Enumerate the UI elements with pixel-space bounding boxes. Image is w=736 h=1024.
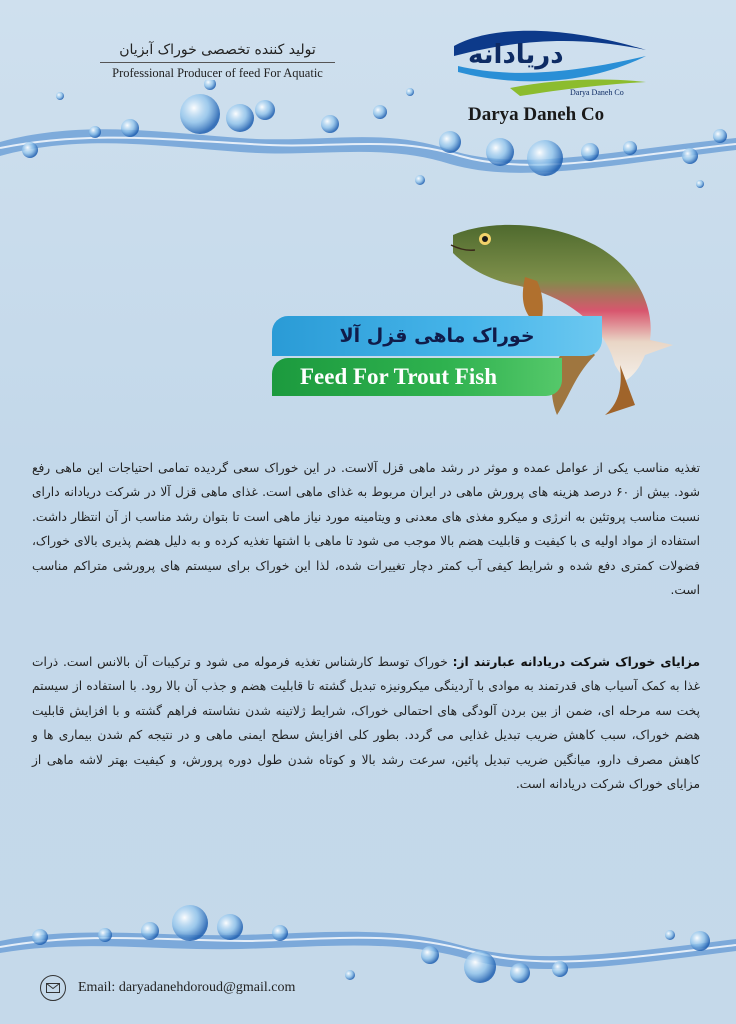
- title-english: Feed For Trout Fish: [272, 358, 562, 396]
- tagline-english: Professional Producer of feed For Aquatic: [112, 66, 323, 80]
- logo-subtitle: Darya Daneh Co: [570, 88, 624, 97]
- email-address[interactable]: Email: daryadanehdoroud@gmail.com: [78, 980, 296, 995]
- footer-email[interactable]: [40, 975, 295, 1001]
- benefits-text: خوراک توسط کارشناس تغذیه فرموله می شود و ترکیبات آن بالانس است. ذرات غذا به کمک آسیاب های قدرتمند به موادی با آردینگی میکرونیزه تبدیل گشته تا قابلیت هضم و جذب آن بالا رود. با استفاده از سیستم پخت سه مرحله ای، ضمن از بین بردن آلودگی های احتمالی خوراک، شرایط ژلاتینه شدن نشاسته فراهم گشته و با افزایش قابلیت هضم خوراک، سبب کاهش ضریب تبدیل غذایی می گردد. بطور کلی افزایش سطح ایمنی ماهی و در نتیجه کم شدن بیماری ها و کاهش مصرف دارو، میانگین ضریب تبدیل پائین، سرعت رشد بالا و کوتاه شدن طول دوره پرورش، و کیفیت بهتر لاشه ماهی از مزایای خوراک شرکت دریادانه است.: [32, 655, 700, 792]
- logo-persian-name: دریادانه: [468, 40, 564, 70]
- intro-paragraph: تغذیه مناسب یکی از عوامل عمده و موثر در رشد ماهی قزل آلاست. در این خوراک سعی گردیده تمامی احتیاجات این ماهی رفع شود. بیش از ۶۰ درصد هزینه های پرورش ماهی در ایران مربوط به غذای ماهی است. غذای ماهی قزل آلا در شرکت دریادانه دارای نسبت مناسب پروتئین به انرژی و میکرو مغذی های معدنی و ویتامینه مورد نیاز ماهی است تا بتوان رشد مناسب از آن انتظار داشت. استفاده از مواد اولیه ی با کیفیت و قابلیت هضم بالا موجب می شود تا ماهی با اشتها تغذیه کرده و به دلیل هضم پذیری بالای خوراک، فضولات کمتری دفع شده و شرایط کیفی آب کمتر دچار تغییرات شده، لذا این خوراک برای سیستم های پرورشی متراکم مناسب است.: [32, 461, 700, 598]
- benefits-lead: مزایای خوراک شرکت دریادانه عبارتند از:: [452, 655, 701, 669]
- tagline-divider: [100, 62, 335, 63]
- company-tagline: [100, 42, 335, 81]
- water-wave-bottom: [0, 895, 736, 985]
- title-persian: خوراک ماهی قزل آلا: [272, 316, 602, 356]
- company-logo: [450, 22, 650, 132]
- tagline-persian: تولید کننده تخصصی خوراک آبزیان: [119, 42, 316, 58]
- benefits-paragraph: [32, 650, 700, 796]
- envelope-icon: [40, 975, 66, 1001]
- logo-english-name: Darya Daneh Co: [468, 104, 605, 125]
